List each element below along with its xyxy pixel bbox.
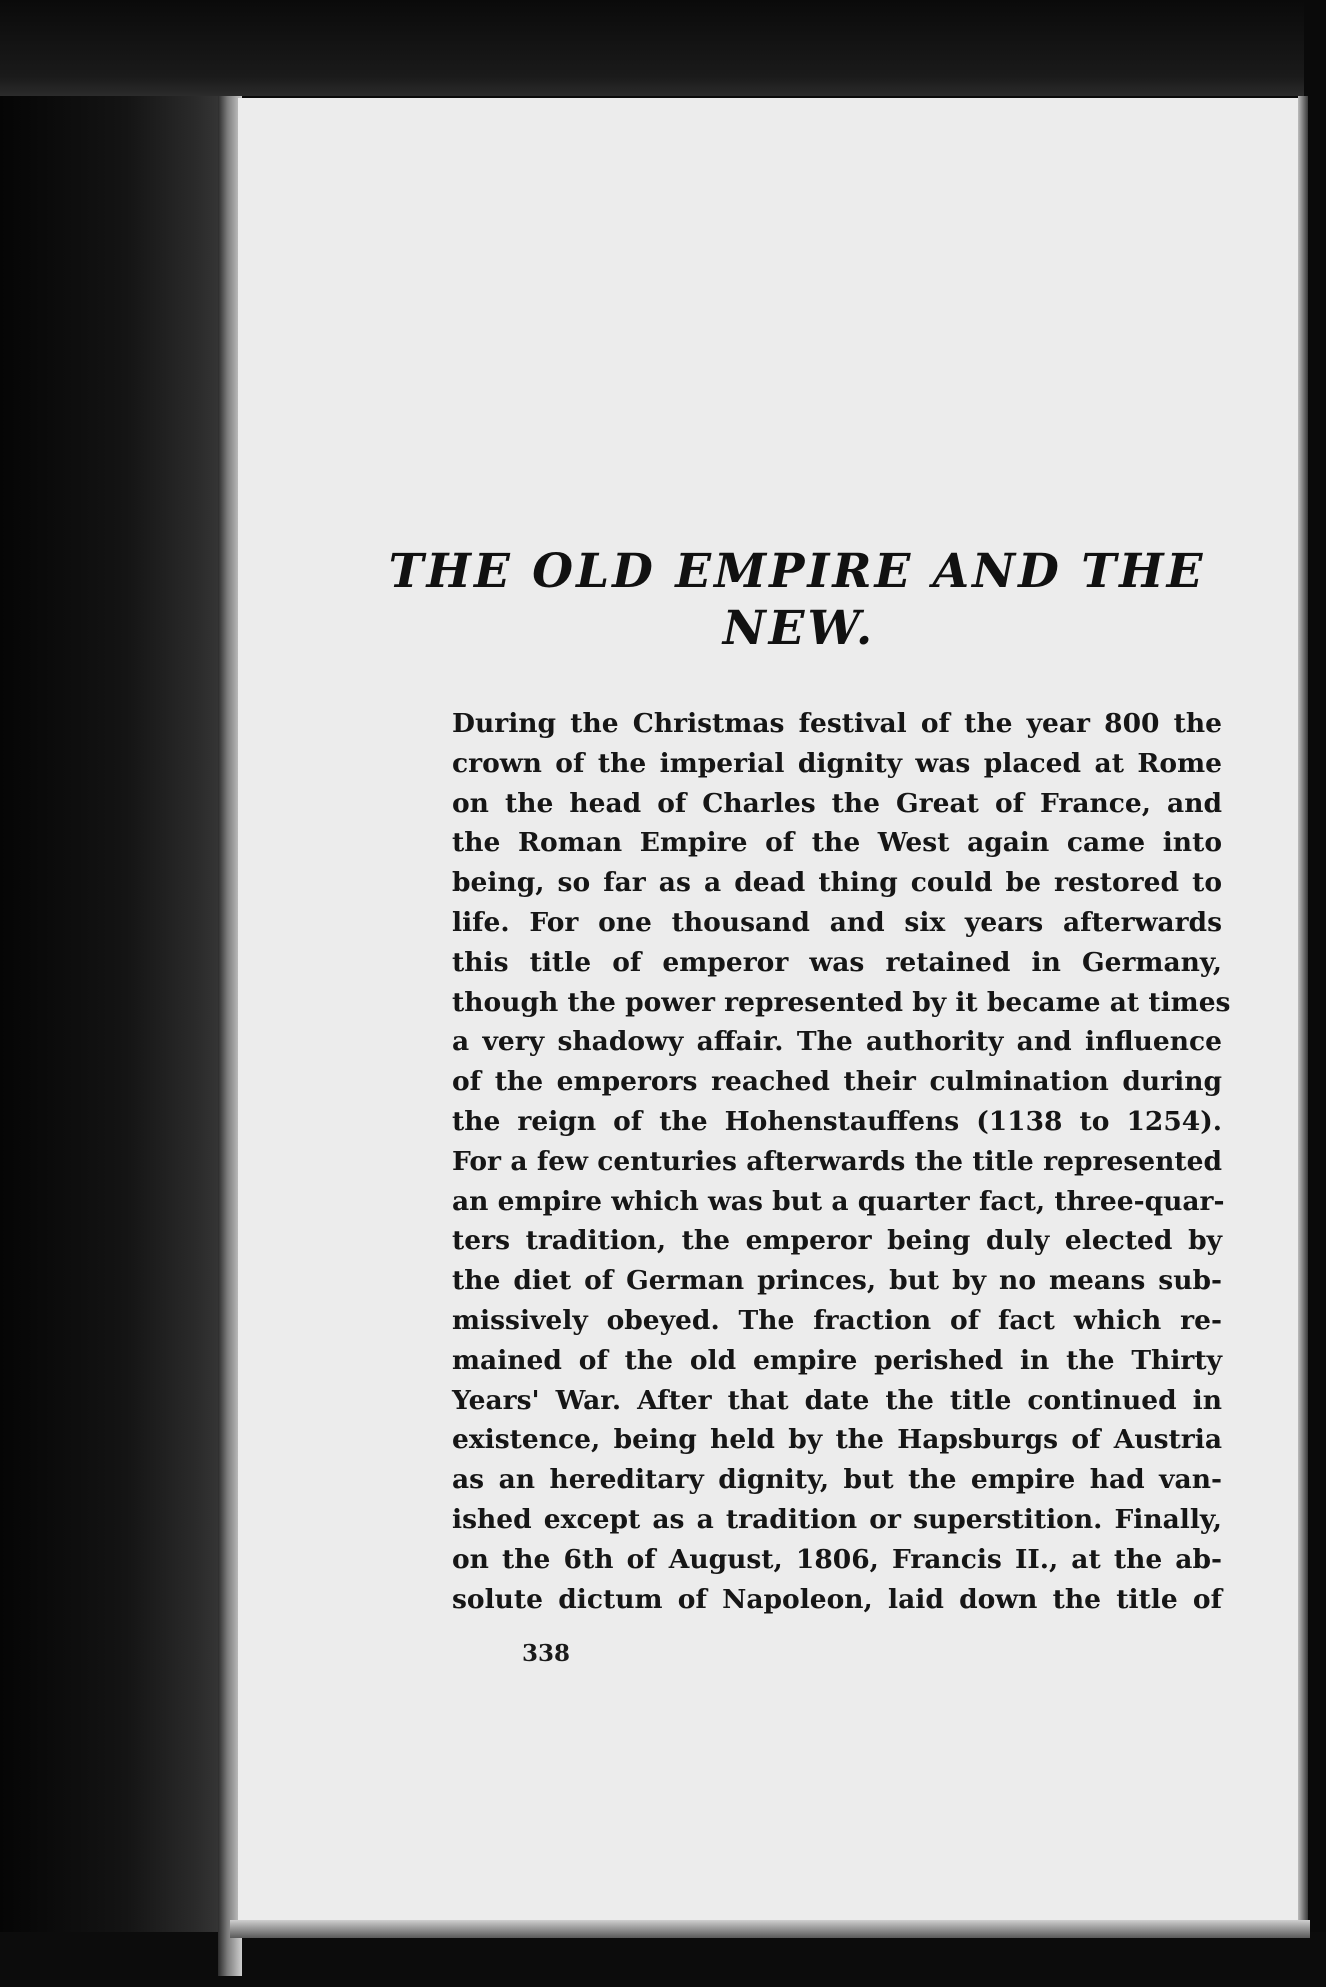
text-line: this title of emperor was retained in Germany, (452, 946, 1222, 978)
page-number: 338 (522, 1640, 571, 1667)
text-line: as an hereditary dignity, but the empire had van- (452, 1464, 1222, 1496)
text-line: Years' War. After that date the title continued in (452, 1384, 1222, 1416)
text-line: the diet of German princes, but by no means sub- (452, 1265, 1222, 1297)
text-line: though the power represented by it became at times (452, 986, 1231, 1018)
text-line: the reign of the Hohenstauffens (1138 to 1254). (452, 1105, 1222, 1137)
text-line: During the Christmas festival of the year 800 the (452, 708, 1222, 739)
text-line: mained of the old empire perished in the Thirty (452, 1344, 1222, 1376)
text-line: ished except as a tradition or superstition. Finally, (452, 1503, 1222, 1535)
text-line: life. For one thousand and six years afterwards (452, 906, 1222, 938)
page-edge-right (1298, 96, 1308, 1936)
text-line: ters tradition, the emperor being duly elected by (452, 1225, 1222, 1257)
page-edge-bottom (230, 1920, 1310, 1938)
text-line: existence, being held by the Hapsburgs of Austria (452, 1424, 1222, 1456)
text-line: crown of the imperial dignity was placed at Rome (452, 747, 1222, 779)
text-line: an empire which was but a quarter fact, three-quar- (452, 1185, 1225, 1217)
chapter-title-line-1: THE OLD EMPIRE AND THE (388, 544, 1206, 599)
text-line: solute dictum of Napoleon, laid down the title of (452, 1583, 1222, 1615)
text-line: of the emperors reached their culmination during (452, 1066, 1222, 1098)
text-line: on the head of Charles the Great of France, and (452, 787, 1222, 819)
scan-border-top (0, 0, 1326, 96)
text-line: the Roman Empire of the West again came into (452, 827, 1222, 859)
scan-border-left (0, 0, 230, 1987)
text-line: a very shadowy affair. The authority and influence (452, 1026, 1222, 1058)
text-line: missively obeyed. The fraction of fact which re- (452, 1304, 1222, 1336)
scan-border-bottom (0, 1932, 1326, 1987)
chapter-title-line-2: NEW. (722, 601, 876, 656)
text-line: on the 6th of August, 1806, Francis II., at the ab- (452, 1543, 1222, 1575)
text-line: For a few centuries afterwards the title represented (452, 1145, 1222, 1177)
body-paragraph (452, 704, 1231, 1619)
text-line: being, so far as a dead thing could be restored to (452, 867, 1222, 899)
